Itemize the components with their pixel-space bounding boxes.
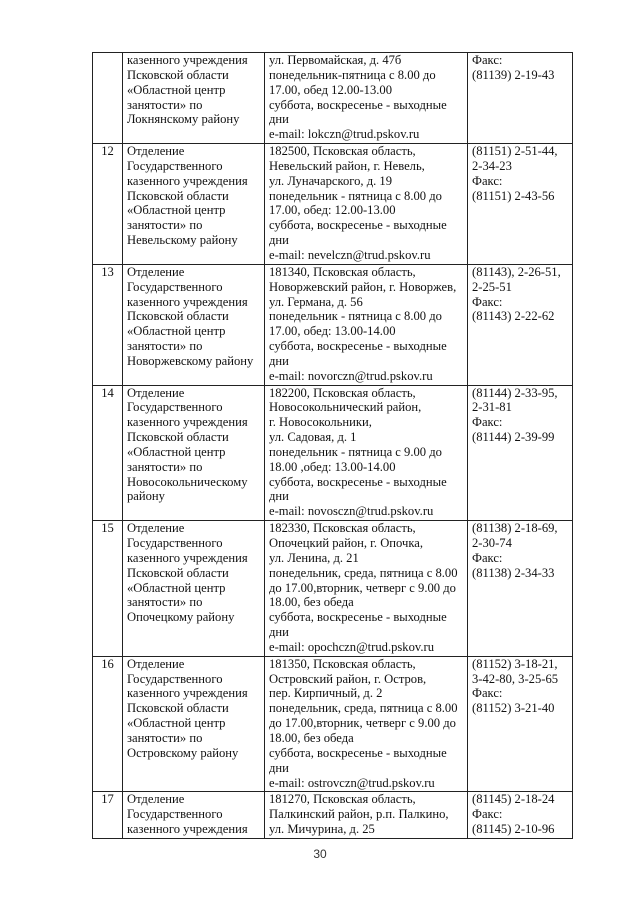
row-number-cell: 17	[93, 792, 123, 839]
cell-line: казенного учреждения	[127, 822, 248, 837]
org-name-cell	[123, 53, 265, 144]
cell-line: (81152) 3-18-21,	[472, 656, 558, 671]
cell-line: Факс:	[472, 807, 503, 822]
cell-line: 182200, Псковская область,	[269, 385, 416, 400]
phone-cell	[468, 264, 573, 385]
row-number-cell: 14	[93, 385, 123, 521]
cell-line: занятости» по	[127, 218, 203, 233]
cell-line: занятости» по	[127, 595, 203, 610]
cell-line: дни	[269, 625, 289, 640]
cell-line: 181350, Псковская область,	[269, 656, 416, 671]
cell-line: «Областной центр	[127, 82, 226, 97]
cell-line: Опочецкому району	[127, 610, 235, 625]
address-cell	[265, 53, 468, 144]
row-number-cell	[93, 53, 123, 144]
cell-line: «Областной центр	[127, 444, 226, 459]
cell-line: пер. Кирпичный, д. 2	[269, 686, 383, 701]
table-row	[93, 656, 573, 792]
employment-centers-table	[92, 52, 573, 839]
cell-line: (81151) 2-43-56	[472, 188, 555, 203]
address-cell	[265, 656, 468, 792]
cell-line: понедельник, среда, пятница с 8.00	[269, 701, 458, 716]
cell-line: Невельский район, г. Невель,	[269, 158, 425, 173]
cell-line: казенного учреждения	[127, 550, 248, 565]
cell-line: казенного учреждения	[127, 415, 248, 430]
cell-line: Факс:	[472, 415, 503, 430]
cell-line: 2-25-51	[472, 279, 512, 294]
cell-line: e-mail: lokczn@trud.pskov.ru	[269, 127, 420, 142]
table-row	[93, 521, 573, 657]
org-name-cell	[123, 656, 265, 792]
cell-line: понедельник - пятница с 8.00 до	[269, 309, 442, 324]
org-name-cell	[123, 264, 265, 385]
table-row	[93, 264, 573, 385]
cell-line: понедельник-пятница с 8.00 до	[269, 67, 436, 82]
cell-line: (81138) 2-18-69,	[472, 521, 558, 536]
cell-line: Отделение	[127, 144, 185, 159]
cell-line: Государственного	[127, 279, 223, 294]
cell-line: суббота, воскресенье - выходные	[269, 97, 447, 112]
cell-line: казенного учреждения	[127, 686, 248, 701]
row-number-cell: 16	[93, 656, 123, 792]
cell-line: Факс:	[472, 550, 503, 565]
cell-line: г. Новосокольники,	[269, 415, 372, 430]
cell-line: (81138) 2-34-33	[472, 565, 555, 580]
cell-line: понедельник - пятница с 8.00 до	[269, 188, 442, 203]
cell-line: 181270, Псковская область,	[269, 792, 416, 807]
cell-line: Псковской области	[127, 430, 229, 445]
cell-line: (81152) 3-21-40	[472, 701, 555, 716]
cell-line: 182330, Псковская область,	[269, 521, 416, 536]
cell-line: занятости» по	[127, 339, 203, 354]
cell-line: дни	[269, 489, 289, 504]
cell-line: ул. Германа, д. 56	[269, 294, 363, 309]
table-row	[93, 792, 573, 839]
row-number-cell: 13	[93, 264, 123, 385]
org-name-cell	[123, 385, 265, 521]
cell-line: Факс:	[472, 294, 503, 309]
address-cell	[265, 385, 468, 521]
cell-line: ул. Садовая, д. 1	[269, 430, 357, 445]
cell-line: казенного учреждения	[127, 53, 248, 67]
table-row	[93, 53, 573, 144]
cell-line: Факс:	[472, 686, 503, 701]
cell-line: суббота, воскресенье - выходные	[269, 745, 447, 760]
cell-line: понедельник, среда, пятница с 8.00	[269, 565, 458, 580]
cell-line: (81139) 2-19-43	[472, 67, 555, 82]
cell-line: ул. Ленина, д. 21	[269, 550, 359, 565]
cell-line: Отделение	[127, 264, 185, 279]
cell-line: Псковской области	[127, 188, 229, 203]
cell-line: дни	[269, 112, 289, 127]
cell-line: e-mail: novosczn@trud.pskov.ru	[269, 504, 434, 519]
cell-line: 3-42-80, 3-25-65	[472, 671, 559, 686]
cell-line: 17.00, обед: 13.00-14.00	[269, 324, 396, 339]
cell-line: Новоржевский район, г. Новоржев,	[269, 279, 457, 294]
cell-line: Отделение	[127, 656, 185, 671]
cell-line: району	[127, 489, 165, 504]
cell-line: ул. Первомайская, д. 47б	[269, 53, 402, 67]
phone-cell	[468, 144, 573, 265]
cell-line: «Областной центр	[127, 580, 226, 595]
cell-line: Новосокольническому	[127, 474, 248, 489]
cell-line: (81144) 2-33-95,	[472, 385, 558, 400]
org-name-cell	[123, 144, 265, 265]
org-name-cell	[123, 521, 265, 657]
cell-line: дни	[269, 760, 289, 775]
cell-line: Невельскому району	[127, 233, 238, 248]
cell-line: «Областной центр	[127, 203, 226, 218]
address-cell	[265, 144, 468, 265]
cell-line: Отделение	[127, 385, 185, 400]
cell-line: Отделение	[127, 521, 185, 536]
cell-line: (81145) 2-10-96	[472, 822, 555, 837]
cell-line: Факс:	[472, 53, 503, 67]
cell-line: 18.00 ,обед: 13.00-14.00	[269, 459, 396, 474]
table-row	[93, 385, 573, 521]
cell-line: занятости» по	[127, 459, 203, 474]
cell-line: ул. Мичурина, д. 25	[269, 822, 375, 837]
address-cell	[265, 521, 468, 657]
cell-line: ул. Луначарского, д. 19	[269, 173, 393, 188]
cell-line: Островскому району	[127, 745, 239, 760]
cell-line: e-mail: novorczn@trud.pskov.ru	[269, 368, 433, 383]
phone-cell	[468, 385, 573, 521]
cell-line: Государственного	[127, 671, 223, 686]
cell-line: 17.00, обед: 12.00-13.00	[269, 203, 396, 218]
cell-line: 18.00, без обеда	[269, 595, 354, 610]
cell-line: Псковской области	[127, 565, 229, 580]
cell-line: 2-30-74	[472, 536, 512, 550]
cell-line: Псковской области	[127, 309, 229, 324]
cell-line: Псковской области	[127, 67, 229, 82]
cell-line: 18.00, без обеда	[269, 730, 354, 745]
cell-line: до 17.00,вторник, четверг с 9.00 до	[269, 716, 456, 731]
cell-line: (81143), 2-26-51,	[472, 264, 561, 279]
table-row	[93, 144, 573, 265]
cell-line: e-mail: nevelczn@trud.pskov.ru	[269, 247, 431, 262]
page-number: 30	[313, 847, 327, 861]
phone-cell	[468, 53, 573, 144]
cell-line: суббота, воскресенье - выходные	[269, 218, 447, 233]
cell-line: 182500, Псковская область,	[269, 144, 416, 159]
cell-line: суббота, воскресенье - выходные	[269, 474, 447, 489]
cell-line: Опочецкий район, г. Опочка,	[269, 536, 424, 550]
cell-line: 2-31-81	[472, 400, 512, 415]
org-name-cell	[123, 792, 265, 839]
cell-line: до 17.00,вторник, четверг с 9.00 до	[269, 580, 456, 595]
cell-line: «Областной центр	[127, 716, 226, 731]
phone-cell	[468, 656, 573, 792]
cell-line: Островский район, г. Остров,	[269, 671, 427, 686]
cell-line: казенного учреждения	[127, 294, 248, 309]
cell-line: 2-34-23	[472, 158, 512, 173]
cell-line: суббота, воскресенье - выходные	[269, 339, 447, 354]
cell-line: Государственного	[127, 158, 223, 173]
cell-line: 181340, Псковская область,	[269, 264, 416, 279]
row-number-cell: 12	[93, 144, 123, 265]
row-number-cell: 15	[93, 521, 123, 657]
cell-line: Государственного	[127, 807, 223, 822]
cell-line: казенного учреждения	[127, 173, 248, 188]
cell-line: (81143) 2-22-62	[472, 309, 555, 324]
phone-cell	[468, 521, 573, 657]
cell-line: Новосокольнический район,	[269, 400, 422, 415]
cell-line: «Областной центр	[127, 324, 226, 339]
phone-cell	[468, 792, 573, 839]
cell-line: понедельник - пятница с 9.00 до	[269, 444, 442, 459]
cell-line: Отделение	[127, 792, 185, 807]
cell-line: (81145) 2-18-24	[472, 792, 555, 807]
cell-line: e-mail: opochczn@trud.pskov.ru	[269, 639, 435, 654]
cell-line: Факс:	[472, 173, 503, 188]
address-cell	[265, 792, 468, 839]
cell-line: (81151) 2-51-44,	[472, 144, 558, 159]
cell-line: Псковской области	[127, 701, 229, 716]
cell-line: суббота, воскресенье - выходные	[269, 610, 447, 625]
table-body	[93, 53, 573, 839]
cell-line: Государственного	[127, 400, 223, 415]
cell-line: дни	[269, 353, 289, 368]
address-cell	[265, 264, 468, 385]
cell-line: e-mail: ostrovczn@trud.pskov.ru	[269, 775, 435, 790]
cell-line: Новоржевскому району	[127, 353, 254, 368]
cell-line: занятости» по	[127, 730, 203, 745]
cell-line: Палкинский район, р.п. Палкино,	[269, 807, 449, 822]
cell-line: Государственного	[127, 536, 223, 550]
cell-line: занятости» по	[127, 97, 203, 112]
cell-line: 17.00, обед 12.00-13.00	[269, 82, 393, 97]
cell-line: дни	[269, 233, 289, 248]
cell-line: Локнянскому району	[127, 112, 240, 127]
cell-line: (81144) 2-39-99	[472, 430, 555, 445]
